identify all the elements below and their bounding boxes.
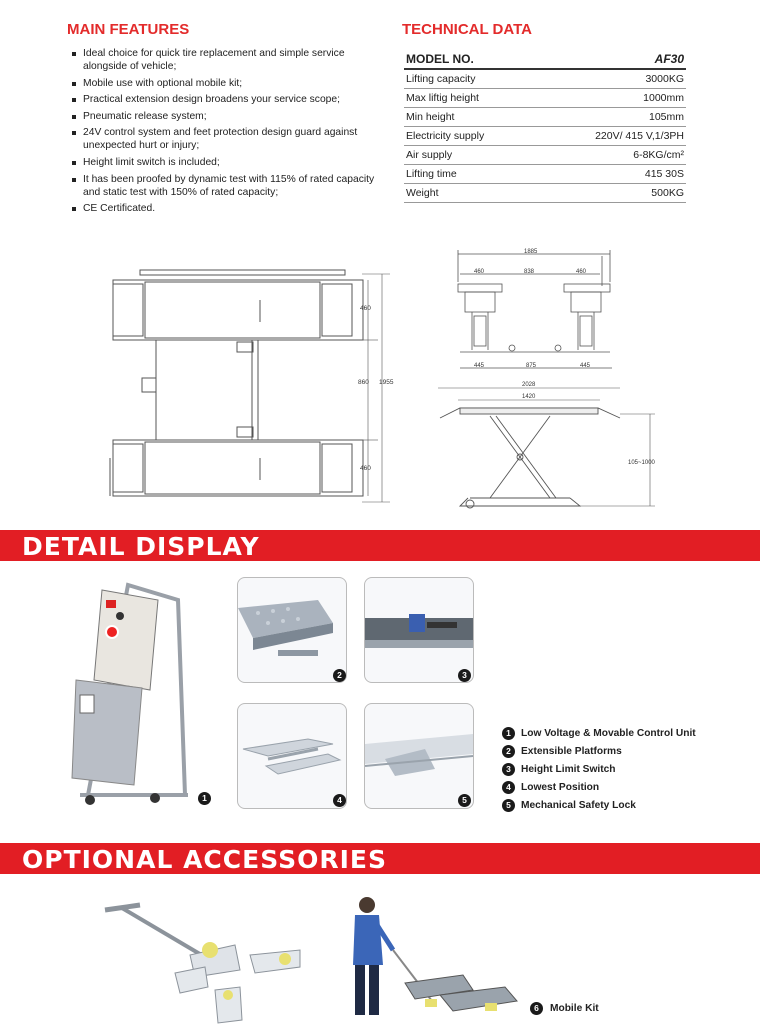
control-unit-image [70,580,200,820]
spec-value: 415 30S [536,165,686,184]
legend-label: Height Limit Switch [521,764,616,775]
photo-number-badge: 1 [198,792,211,805]
table-row [404,127,686,146]
table-row [404,89,686,108]
spec-label: Weight [404,184,536,203]
spec-label: Lifting capacity [404,69,536,89]
photo-number-badge: 5 [458,794,471,807]
spec-value: 3000KG [536,69,686,89]
detail-display-heading: DETAIL DISPLAY [22,532,260,561]
table-row [404,184,686,203]
photo-number-badge: 2 [333,669,346,682]
lowest-position-photo [237,703,347,809]
legend-label: Extensible Platforms [521,746,622,757]
feature-item: Pneumatic release system; [72,110,382,123]
legend-number-badge: 3 [502,763,515,776]
model-value: AF30 [536,51,686,69]
dim-label: 2028 [522,382,536,388]
top-view-drawing [100,262,400,524]
legend-number-badge: 2 [502,745,515,758]
main-features-heading: MAIN FEATURES [67,21,190,38]
mobile-kit-parts-image [100,895,310,1025]
dim-label: 445 [580,363,591,369]
legend-label: Low Voltage & Movable Control Unit [521,728,696,739]
photo-number-badge: 4 [333,794,346,807]
feature-item: Mobile use with optional mobile kit; [72,77,382,90]
feature-item: CE Certificated. [72,202,382,215]
spec-label: Air supply [404,146,536,165]
legend-number-badge: 1 [502,727,515,740]
technical-data-heading: TECHNICAL DATA [402,21,532,38]
optional-accessories-band [0,843,760,874]
model-label: MODEL NO. [404,51,536,69]
legend-label: Lowest Position [521,782,600,793]
dim-label: 105~1000 [628,460,655,466]
detail-display-band [0,530,760,561]
spec-label: Max liftig height [404,89,536,108]
dim-label: 838 [524,269,535,275]
features-list [72,47,382,219]
photo-number-badge: 3 [458,669,471,682]
extensible-platform-photo [237,577,347,683]
end-view-drawing [440,246,640,378]
spec-value: 220V/ 415 V,1/3PH [536,127,686,146]
spec-value: 105mm [536,108,686,127]
feature-item: 24V control system and feet protection design guard against unexpected hurt or injury; [72,126,382,152]
height-limit-switch-photo [364,577,474,683]
dim-label: 460 [474,269,485,275]
legend-number-badge: 4 [502,781,515,794]
spec-value: 1000mm [536,89,686,108]
table-header-row [404,51,686,69]
mechanical-safety-lock-photo [364,703,474,809]
spec-value: 6-8KG/cm² [536,146,686,165]
dim-label: 860 [358,379,369,386]
accessory-number-badge: 6 [530,1002,543,1015]
emergency-stop-icon [106,626,118,638]
dim-label: 1955 [379,379,394,386]
table-row [404,69,686,89]
dim-label: 875 [526,363,537,369]
dim-label: 1420 [522,394,536,400]
spec-label: Min height [404,108,536,127]
legend-label: Mechanical Safety Lock [521,800,636,811]
mobile-kit-in-use-image [345,895,530,1025]
spec-label: Electricity supply [404,127,536,146]
spec-label: Lifting time [404,165,536,184]
dim-label: 1885 [524,249,538,255]
feature-item: Height limit switch is included; [72,156,382,169]
technical-data-table [404,51,686,203]
feature-item: Practical extension design broadens your service scope; [72,93,382,106]
feature-item: Ideal choice for quick tire replacement and simple service alongside of vehicle; [72,47,382,73]
dim-label: 460 [360,465,371,472]
dim-label: 460 [360,305,371,312]
spec-value: 500KG [536,184,686,203]
legend-number-badge: 5 [502,799,515,812]
optional-accessories-heading: OPTIONAL ACCESSORIES [22,845,387,874]
dim-label: 445 [474,363,485,369]
side-view-drawing [430,380,660,520]
table-row [404,108,686,127]
feature-item: It has been proofed by dynamic test with 115% of rated capacity and static test with 150% of rated capacity; [72,173,382,199]
mobile-kit-label: Mobile Kit [550,1003,599,1014]
table-row [404,146,686,165]
table-row [404,165,686,184]
warning-icon [106,600,116,608]
dim-label: 460 [576,269,587,275]
